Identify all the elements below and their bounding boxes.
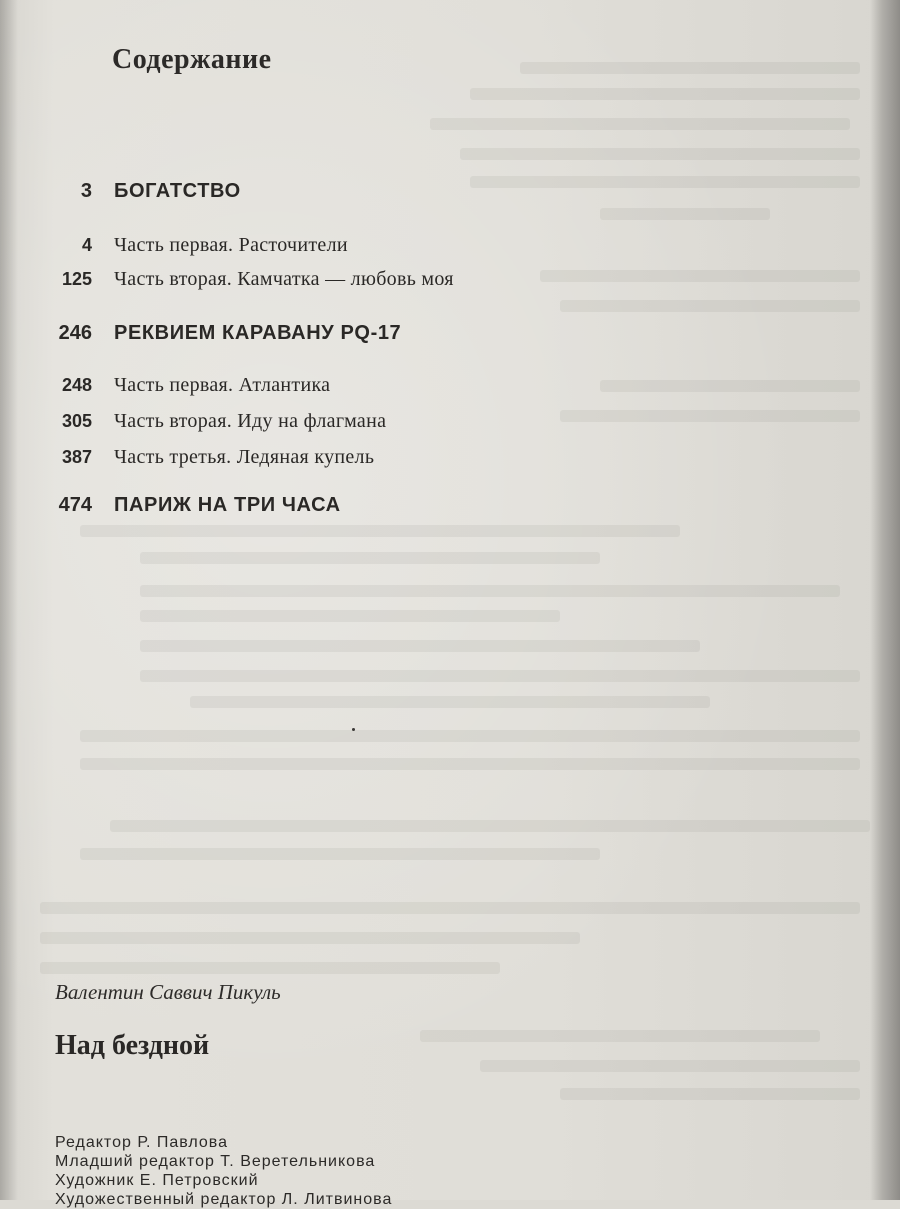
credit-line: Редактор Р. Павлова <box>55 1134 229 1151</box>
contents-entry <box>0 322 700 358</box>
entry-title: Часть вторая. Камчатка — любовь моя <box>114 268 454 290</box>
author-name: Валентин Саввич Пикуль <box>55 980 281 1004</box>
entry-page-number: 248 <box>61 375 92 395</box>
contents-entry <box>0 268 700 304</box>
credit-line: Художественный редактор Л. Литвинова <box>55 1191 393 1208</box>
entry-page-number: 387 <box>61 447 92 467</box>
contents-entry <box>0 180 700 216</box>
entry-page-number: 125 <box>61 269 92 289</box>
entry-title: Часть первая. Атлантика <box>114 374 331 396</box>
entry-page-number: 246 <box>58 322 92 344</box>
entry-page-number: 3 <box>80 180 92 202</box>
contents-entry <box>0 234 700 270</box>
entry-title: Часть третья. Ледяная купель <box>114 446 375 468</box>
contents-entry <box>0 374 700 410</box>
entry-title: Часть первая. Расточители <box>114 234 348 256</box>
credit-line: Художник Е. Петровский <box>55 1172 259 1189</box>
entry-title: БОГАТСТВО <box>114 180 241 202</box>
entry-page-number: 4 <box>81 235 92 255</box>
credit-line: Младший редактор Т. Веретельникова <box>55 1153 376 1170</box>
entry-title: Часть вторая. Иду на флагмана <box>114 410 387 432</box>
entry-page-number: 305 <box>61 411 92 431</box>
ink-speck <box>352 728 355 731</box>
entry-title: ПАРИЖ НА ТРИ ЧАСА <box>114 494 341 516</box>
entry-page-number: 474 <box>58 494 92 516</box>
contents-entry <box>0 446 700 482</box>
credits-block <box>55 1133 875 1209</box>
contents-entry <box>0 410 700 446</box>
contents-title: Содержание <box>112 44 272 75</box>
book-title: Над бездной <box>55 1030 210 1061</box>
page-edge-shadow <box>870 0 900 1200</box>
contents-entry <box>0 494 700 530</box>
entry-title: РЕКВИЕМ КАРАВАНУ PQ-17 <box>114 322 402 344</box>
